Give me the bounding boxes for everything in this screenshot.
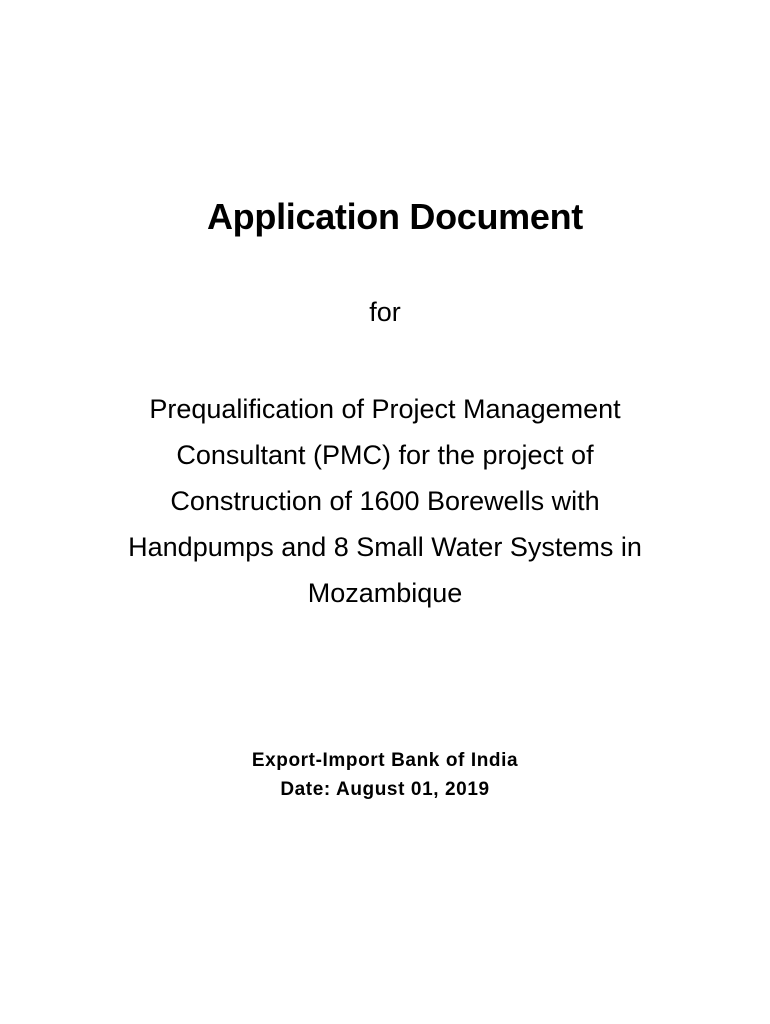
issuer-name: Export-Import Bank of India — [251, 750, 519, 771]
connector-text: for — [369, 297, 401, 327]
document-date: Date: August 01, 2019 — [280, 779, 490, 800]
subject-line: Construction of 1600 Borewells with — [170, 486, 600, 516]
issuer-block — [0, 746, 770, 804]
document-subject — [80, 386, 690, 616]
subject-line: Prequalification of Project Management — [149, 394, 621, 424]
subject-line: Handpumps and 8 Small Water Systems in — [128, 532, 642, 562]
document-title: Application Document — [206, 196, 583, 237]
subject-line: Consultant (PMC) for the project of — [176, 440, 594, 470]
subject-line: Mozambique — [307, 578, 463, 608]
